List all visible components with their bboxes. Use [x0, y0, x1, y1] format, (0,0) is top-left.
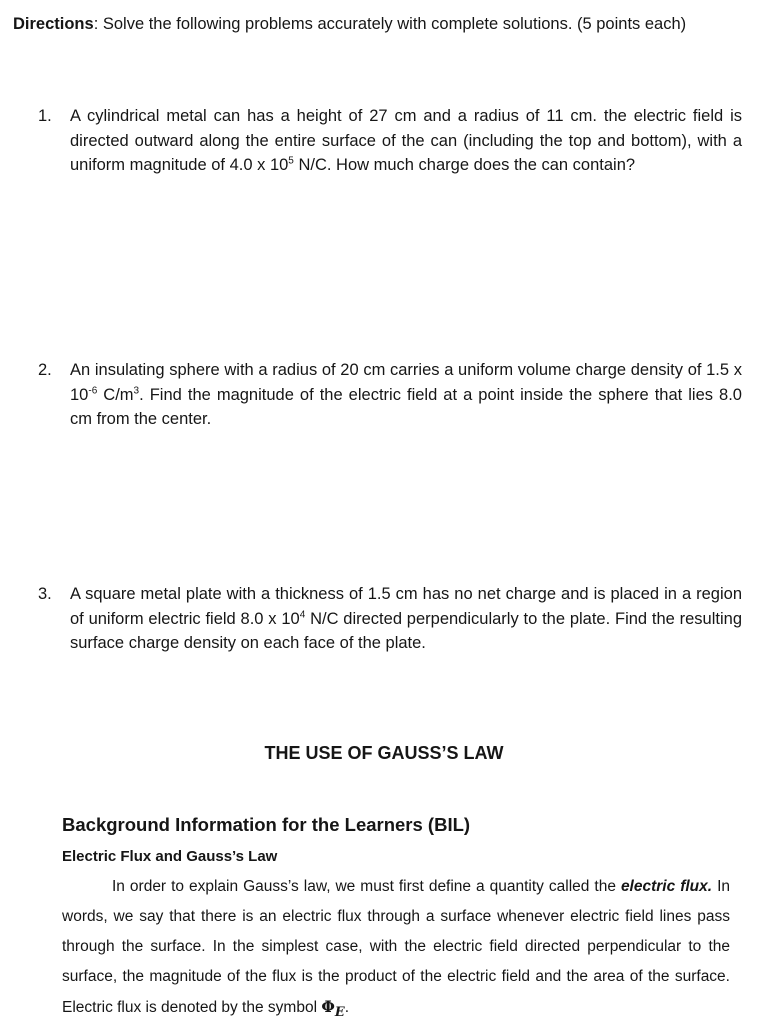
directions [13, 9, 748, 39]
problem-text-part: An insulating sphere with a radius of 20 cm carries a uniform volume charge density of 1.5 x 10 [70, 361, 742, 404]
paragraph-text: In words, we say that there is an electric flux through a surface whenever electric field lines pass through the surface. In the simplest case, with the electric field directed perpendicular to the surface, the magnitude of the flux is the product of the electric field and the area of the surface. Electric flux is denoted by the symbol [62, 878, 730, 1016]
paragraph-text: In order to explain Gauss’s law, we must first define a quantity called the [112, 878, 621, 895]
symbol-subscript: E [334, 1005, 345, 1021]
exponent: 5 [288, 155, 294, 167]
problem-text-part: . Find the magnitude of the electric field at a point inside the sphere that lies 8.0 cm from the center. [70, 385, 742, 428]
directions-text: : Solve the following problems accurately with complete solutions. (5 points each) [93, 15, 687, 33]
problem-1 [38, 104, 750, 178]
problem-3 [38, 582, 750, 656]
problem-2 [38, 358, 750, 432]
exponent: -6 [88, 385, 98, 396]
problem-text-part: N/C directed perpendicularly to the plate. Find the resulting surface charge density on each face of the plate. [70, 609, 742, 652]
exponent: 4 [299, 609, 306, 620]
problem-number: 3. [38, 585, 52, 603]
problem-text-part: A square metal plate with a thickness of 1.5 cm has no net charge and is placed in a region of uniform electric field 8.0 x 10 [70, 585, 742, 628]
bil-paragraph [62, 872, 730, 1028]
problem-text [70, 582, 742, 656]
problem-text-part: A cylindrical metal can has a height of 27 cm and a radius of 11 cm. the electric field is directed outward along the entire surface of the can (including the top and bottom), with a uniform magnitude of 4.0 x 10 [70, 107, 742, 174]
flux-symbol [321, 997, 345, 1021]
term-electric-flux: electric flux. [620, 878, 713, 895]
paragraph-end: . [344, 999, 349, 1016]
problem-text-part: C/m [97, 385, 134, 404]
bil-heading: Background Information for the Learners (BIL) [62, 814, 471, 835]
bil-subheading: Electric Flux and Gauss’s Law [62, 848, 278, 865]
problem-text-part: N/C. How much charge does the can contain? [293, 156, 636, 174]
problem-text [70, 104, 742, 178]
problem-number: 2. [38, 361, 52, 379]
problem-text [70, 358, 742, 432]
exponent: 3 [133, 385, 140, 396]
phi-symbol: Φ [321, 997, 335, 1016]
section-title: THE USE OF GAUSS’S LAW [264, 743, 504, 763]
directions-label: Directions [13, 15, 94, 33]
problem-number: 1. [38, 107, 52, 125]
